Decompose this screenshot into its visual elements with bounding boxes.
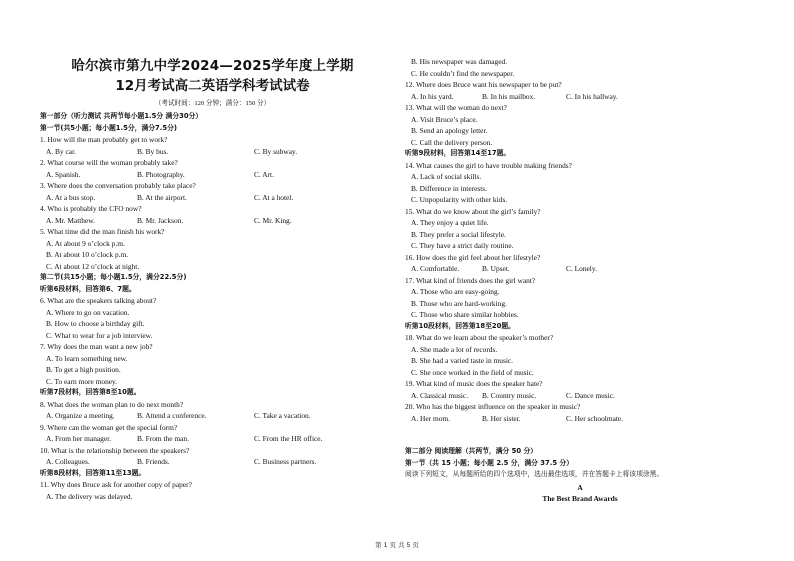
option-c: C. Art. <box>254 169 274 179</box>
option-b: B. In his mailbox. <box>482 91 536 101</box>
option-b: B. Country music. <box>482 390 537 400</box>
question-12-options <box>405 91 755 103</box>
option-b: B. His newspaper was damaged. <box>411 57 508 66</box>
question-16: 16. How does the girl feel about her lifestyle? <box>405 252 541 262</box>
left-column <box>40 56 385 502</box>
option-a: A. At a bus stop. <box>46 192 96 202</box>
option-c: C. Unpopularity with other kids. <box>411 195 508 204</box>
part1-heading: 第一部分（听力测试 共两节每小题1.5分 满分30分） <box>40 112 203 120</box>
question-10-options <box>40 456 385 468</box>
option-b: B. Difference in interests. <box>411 183 488 193</box>
option-c: C. Business partners. <box>254 457 317 466</box>
option-a: A. Where to go on vacation. <box>46 307 130 317</box>
question-19-options <box>405 390 755 402</box>
question-7: 7. Why does the man want a new job? <box>40 342 153 351</box>
listening-instruction-8: 听第8段材料，回答第11至13题。 <box>40 468 146 477</box>
question-20: 20. Who has the biggest influence on the speaker in music? <box>405 402 581 411</box>
option-a: A. Visit Bruce’s place. <box>411 114 478 124</box>
option-b: B. Upset. <box>482 264 510 273</box>
passage-letter: A <box>577 482 583 492</box>
option-b: B. At about 10 o’clock p.m. <box>46 250 129 259</box>
question-15: 15. What do we know about the girl’s family? <box>405 206 541 216</box>
question-13: 13. What will the woman do next? <box>405 103 507 112</box>
question-8: 8. What does the woman plan to do next month? <box>40 399 184 409</box>
option-c: C. At about 12 o’clock at night. <box>46 261 140 271</box>
option-a: A. From her manager. <box>46 434 112 443</box>
option-b: B. Friends. <box>137 457 170 466</box>
option-a: A. Comfortable. <box>411 264 460 273</box>
option-b: B. She had a varied taste in music. <box>411 356 514 365</box>
option-b: B. Those who are hard-working. <box>411 298 507 308</box>
question-14: 14. What causes the girl to have trouble making friends? <box>405 160 572 170</box>
option-c: C. Lonely. <box>566 264 597 273</box>
exam-title-line1: 哈尔滨市第九中学2024—2025学年度上学期 <box>71 58 354 74</box>
question-18: 18. What do we learn about the speaker’s mother? <box>405 333 554 342</box>
question-2: 2. What course will the woman probably take? <box>40 158 178 167</box>
option-b: B. Attend a conference. <box>137 411 207 420</box>
option-c: C. In his hallway. <box>566 91 618 101</box>
question-1: 1. How will the man probably get to work? <box>40 135 168 144</box>
option-a: A. Organize a meeting. <box>46 411 115 420</box>
question-1-options <box>40 146 385 158</box>
option-c: C. To earn more money. <box>46 376 118 386</box>
question-11: 11. Why does Bruce ask for another copy of paper? <box>40 480 192 489</box>
section2-heading: 第二节(共15小题；每小题1.5分，满分22.5分) <box>40 273 187 281</box>
reading-instruction: 阅读下列短文，从每题所给的四个选项中，选出最佳选项，并在答题卡上将该项涂黑。 <box>405 470 664 478</box>
exam-title-line2: 12月考试高二英语学科考试试卷 <box>115 78 310 94</box>
option-b: B. How to choose a birthday gift. <box>46 319 145 328</box>
option-a: A. Mr. Matthew. <box>46 215 95 225</box>
option-a: A. She made a lot of records. <box>411 344 498 354</box>
question-12: 12. Where does Bruce want his newspaper to be put? <box>405 80 562 89</box>
option-b: B. Mr. Jackson. <box>137 215 184 225</box>
part2-section1-heading: 第一节（共 15 小题；每小题 2.5 分，满分 37.5 分） <box>405 458 574 467</box>
option-a: A. To learn something new. <box>46 353 128 363</box>
question-6: 6. What are the speakers talking about? <box>40 296 157 305</box>
exam-info: （考试时间：120 分钟；满分：150 分） <box>154 100 271 107</box>
option-b: B. Send an apology letter. <box>411 126 488 135</box>
option-c: C. Those who share similar hobbies. <box>411 310 519 319</box>
option-a: A. Colleagues. <box>46 457 90 466</box>
option-a: A. At about 9 o’clock p.m. <box>46 238 125 248</box>
question-20-options <box>405 413 755 425</box>
option-b: B. From the man. <box>137 434 189 443</box>
option-c: C. Dance music. <box>566 390 615 400</box>
option-b: B. To get a high position. <box>46 365 121 374</box>
option-a: A. In his yard. <box>411 91 454 101</box>
question-16-options <box>405 263 755 275</box>
option-c: C. They have a strict daily routine. <box>411 241 514 250</box>
option-c: C. Mr. King. <box>254 215 292 225</box>
option-a: A. Spanish. <box>46 169 81 179</box>
part2-heading: 第二部分 阅读理解（共两节，满分 50 分） <box>405 447 538 455</box>
option-b: B. By bus. <box>137 146 169 156</box>
option-b: B. Photography. <box>137 169 185 179</box>
question-10: 10. What is the relationship between the speakers? <box>40 445 190 455</box>
option-a: A. Her mom. <box>411 413 450 423</box>
option-c: C. By subway. <box>254 146 298 156</box>
listening-instruction-9: 听第9段材料，回答第14至17题。 <box>405 149 511 157</box>
question-4-options <box>40 215 385 227</box>
passage-title: The Best Brand Awards <box>542 493 618 503</box>
question-9: 9. Where can the woman get the special form? <box>40 422 178 432</box>
listening-instruction-6: 听第6段材料，回答第6、7题。 <box>40 284 136 293</box>
option-b: B. Her sister. <box>482 413 521 423</box>
question-19: 19. What kind of music does the speaker hate? <box>405 379 543 388</box>
page-footer: 第 1 页 共 5 页 <box>375 541 419 549</box>
question-2-options <box>40 169 385 181</box>
question-17: 17. What kind of friends does the girl want? <box>405 275 536 285</box>
question-9-options <box>40 433 385 445</box>
option-a: A. The delivery was delayed. <box>46 491 133 501</box>
option-c: C. He couldn’t find the newspaper. <box>411 68 515 78</box>
option-a: A. By car. <box>46 146 76 156</box>
question-3: 3. Where does the conversation probably take place? <box>40 181 196 190</box>
option-a: A. They enjoy a quiet life. <box>411 218 489 227</box>
option-a: A. Those who are easy-going. <box>411 287 500 296</box>
option-b: B. They prefer a social lifestyle. <box>411 229 506 239</box>
question-8-options <box>40 410 385 422</box>
option-c: C. Call the delivery person. <box>411 137 493 147</box>
option-a: A. Lack of social skills. <box>411 172 482 181</box>
option-b: B. At the airport. <box>137 192 187 202</box>
question-3-options <box>40 192 385 204</box>
option-a: A. Classical music. <box>411 390 469 400</box>
option-c: C. At a hotel. <box>254 192 294 202</box>
option-c: C. Her schoolmate. <box>566 413 624 423</box>
listening-instruction-10: 听第10段材料，回答第18至20题。 <box>405 321 515 330</box>
question-4: 4. Who is probably the CFO now? <box>40 204 142 213</box>
section1-heading: 第一节(共5小题；每小题1.5分，满分7.5分) <box>40 123 177 132</box>
right-column <box>405 56 755 504</box>
option-c: C. Take a vacation. <box>254 411 311 420</box>
question-5: 5. What time did the man finish his work? <box>40 227 165 236</box>
option-c: C. What to wear for a job interview. <box>46 330 153 340</box>
listening-instruction-7: 听第7段材料，回答第8至10题。 <box>40 388 141 396</box>
option-c: C. She once worked in the field of music. <box>411 367 534 377</box>
option-c: C. From the HR office. <box>254 434 323 443</box>
